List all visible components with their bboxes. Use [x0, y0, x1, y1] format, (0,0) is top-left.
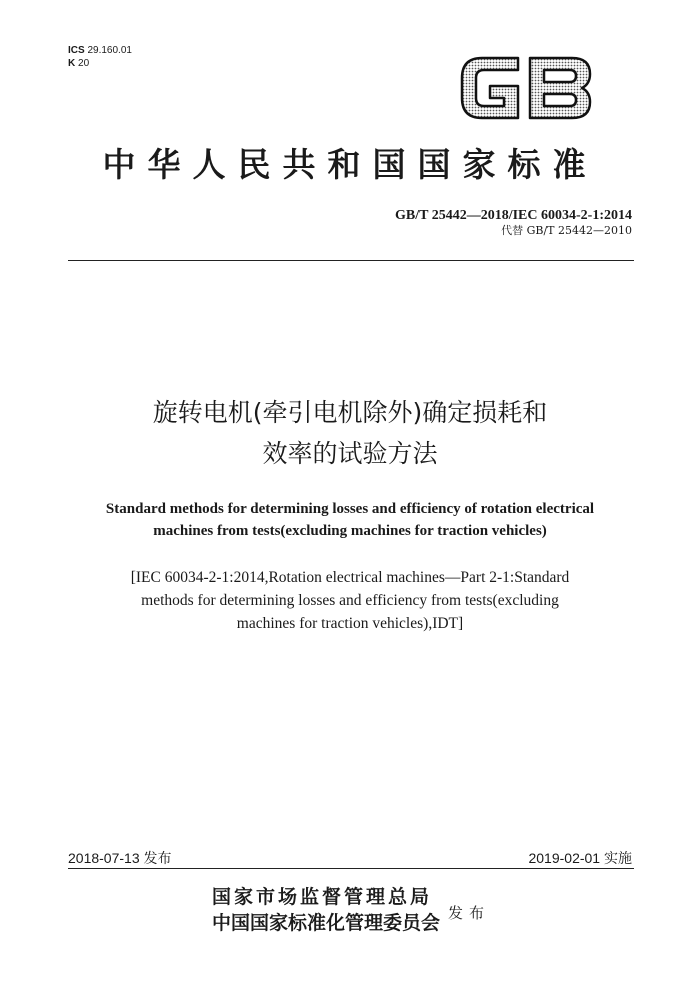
issuer-line-1: 国家市场监督管理总局 — [212, 886, 433, 908]
standard-number: GB/T 25442—2018/IEC 60034-2-1:2014 — [395, 208, 632, 223]
standard-number-block — [395, 208, 632, 238]
header-divider — [68, 260, 634, 261]
ics-code: ICS 29.160.01 — [68, 45, 132, 56]
issuer-line-2: 中国国家标准化管理委员会 — [212, 912, 441, 934]
english-title-line-2: machines from tests(excluding machines for traction vehicles) — [153, 523, 547, 539]
implement-date: 2019-02-01 实施 — [528, 850, 632, 866]
classification-codes — [68, 44, 132, 70]
logo-text: GB — [456, 52, 458, 53]
chinese-title-line-2: 效率的试验方法 — [262, 439, 438, 468]
replaces-standard: 代替 GB/T 25442—2010 — [501, 224, 632, 237]
chinese-title — [0, 392, 700, 474]
chinese-title-line-1: 旋转电机(牵引电机除外)确定损耗和 — [152, 398, 548, 427]
gb-logo — [456, 52, 596, 124]
iec-reference — [60, 566, 640, 635]
english-title — [60, 498, 640, 542]
footer-divider — [68, 868, 634, 869]
issuing-authorities — [212, 884, 440, 936]
ccs-code: K 20 — [68, 58, 90, 69]
iec-reference-line-3: machines for traction vehicles),IDT] — [236, 615, 464, 632]
english-title-line-1: Standard methods for determining losses and efficiency of rotation electrical — [105, 501, 595, 517]
national-standard-title: 中华人民共和国国家标准 — [102, 145, 598, 184]
iec-reference-line-2: methods for determining losses and efficiency from tests(excluding — [141, 592, 559, 609]
issue-label: 发布 — [448, 904, 491, 922]
publish-date: 2018-07-13 发布 — [68, 850, 172, 866]
iec-reference-line-1: [IEC 60034-2-1:2014,Rotation electrical machines—Part 2-1:Standard — [130, 569, 570, 586]
